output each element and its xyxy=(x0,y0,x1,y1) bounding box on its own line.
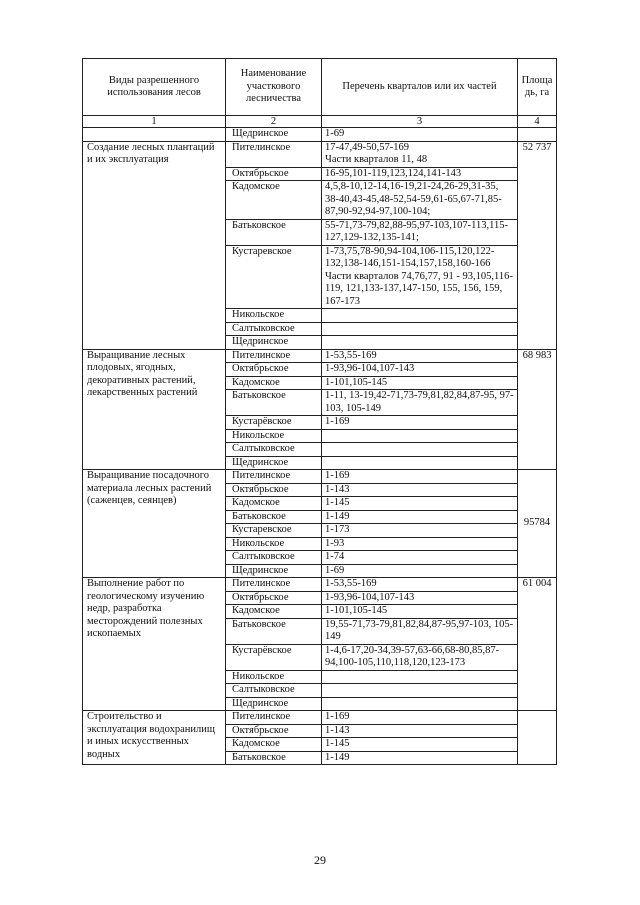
quarters-list xyxy=(322,510,518,524)
quarters-text: 1-143 xyxy=(325,724,350,736)
table-row xyxy=(83,711,557,725)
header-use-kind: Виды разрешенного использования лесов xyxy=(83,59,226,116)
forestry-name: Кустаревское xyxy=(226,524,322,538)
forestry-name: Пителинское xyxy=(226,470,322,484)
forestry-name: Никольское xyxy=(226,537,322,551)
quarters-text: 1-149 xyxy=(325,510,350,522)
area-cell-empty xyxy=(518,128,557,142)
page-number: 29 xyxy=(314,853,326,867)
quarters-text: 1-69 xyxy=(325,564,345,576)
forestry-name: Салтыковское xyxy=(226,322,322,336)
quarters-list xyxy=(322,390,518,416)
quarters-list xyxy=(322,605,518,619)
forestry-name: Батьковское xyxy=(226,390,322,416)
column-number-row xyxy=(83,116,557,128)
forestry-name: Батьковское xyxy=(226,219,322,245)
quarters-text: 1-4,6-17,20-34,39-57,63-66,68-80,85,87-94,100-105,110,118,120,123-173 xyxy=(325,644,500,668)
quarters-text: 1-169 xyxy=(325,416,350,427)
quarters-list xyxy=(322,551,518,565)
forestry-name: Батьковское xyxy=(226,751,322,765)
quarters-text: 1-74 xyxy=(325,551,345,562)
quarters-list xyxy=(322,429,518,443)
quarters-text: 1-145 xyxy=(325,738,350,749)
forestry-name: Пителинское xyxy=(226,349,322,363)
table-row xyxy=(83,470,557,484)
quarters-text: 1-93,96-104,107-143 xyxy=(325,591,415,603)
quarters-list xyxy=(322,416,518,430)
table-row xyxy=(83,349,557,363)
column-number: 3 xyxy=(322,116,518,128)
quarters-list xyxy=(322,751,518,765)
use-kind: Создание лесных плантаций и их эксплуатация xyxy=(83,141,226,349)
quarters-text: 1-169 xyxy=(325,711,350,722)
forestry-name: Щедринское xyxy=(226,128,322,142)
area-value: 61 004 xyxy=(518,578,557,711)
forest-use-table xyxy=(82,58,557,765)
quarters-list xyxy=(322,644,518,670)
quarters-text: 1-53,55-169 xyxy=(325,349,377,361)
area-value: 68 983 xyxy=(518,349,557,470)
header-area: Площадь, га xyxy=(518,59,557,116)
quarters-parts-text: Части кварталов 11, 48 xyxy=(325,154,428,165)
use-kind: Строительство и эксплуатация водохранилищ и иных искусственных водных xyxy=(83,711,226,765)
column-number: 2 xyxy=(226,116,322,128)
continuation-row xyxy=(83,128,557,142)
quarters-list xyxy=(322,322,518,336)
forestry-name: Кадомское xyxy=(226,738,322,752)
area-value: 52 737 xyxy=(518,141,557,349)
table-row xyxy=(83,578,557,592)
quarters-list xyxy=(322,456,518,470)
use-kind: Выращивание лесных плодовых, ягодных, декоративных растений, лекарственных растений xyxy=(83,349,226,470)
quarters-text: 1-11, 13-19,42-71,73-79,81,82,84,87-95, 97-103, 105-149 xyxy=(325,390,514,414)
forestry-name: Щедринское xyxy=(226,336,322,350)
forestry-name: Кустарёвское xyxy=(226,416,322,430)
forestry-name: Кадомское xyxy=(226,605,322,619)
column-number: 1 xyxy=(83,116,226,128)
quarters-text: 17-47,49-50,57-169 xyxy=(325,141,409,153)
quarters-list xyxy=(322,336,518,350)
forestry-name: Батьковское xyxy=(226,618,322,644)
quarters-list xyxy=(322,181,518,220)
forestry-name: Октябрьское xyxy=(226,483,322,497)
quarters-list xyxy=(322,376,518,390)
quarters-text: 1-145 xyxy=(325,497,350,508)
forestry-name: Кадомское xyxy=(226,181,322,220)
column-number: 4 xyxy=(518,116,557,128)
area-value xyxy=(518,711,557,765)
quarters-text: 16-95,101-119,123,124,141-143 xyxy=(325,167,462,179)
forestry-name: Кадомское xyxy=(226,497,322,511)
quarters-list xyxy=(322,578,518,592)
use-kind-cell-empty xyxy=(83,128,226,142)
use-kind: Выращивание посадочного материала лесных растений (саженцев, сеянцев) xyxy=(83,470,226,578)
forestry-name: Пителинское xyxy=(226,578,322,592)
quarters-list xyxy=(322,537,518,551)
quarters-list xyxy=(322,497,518,511)
forestry-name: Октябрьское xyxy=(226,167,322,181)
quarters-list xyxy=(322,443,518,457)
quarters-list xyxy=(322,349,518,363)
use-kind: Выполнение работ по геологическому изучению недр, разработка месторождений полезных ископаемых xyxy=(83,578,226,711)
quarters-list xyxy=(322,245,518,309)
quarters-list xyxy=(322,524,518,538)
quarters-text: 1-143 xyxy=(325,483,350,495)
forestry-name: Кустарёвское xyxy=(226,644,322,670)
quarters-list xyxy=(322,724,518,738)
quarters-list xyxy=(322,738,518,752)
forestry-name: Кадомское xyxy=(226,376,322,390)
quarters-text: 55-71,73-79,82,88-95,97-103,107-113,115-127,129-132,135-141; xyxy=(325,219,508,243)
quarters-text: 1-73,75,78-90,94-104,106-115,120,122-132,138-146,151-154,157,158,160-166 Части кварталов 74,76,77, 91 - 93,105,116-119, 121,133-137,147-150, 155, 156, 159, 167-173 xyxy=(325,245,513,307)
forestry-name: Октябрьское xyxy=(226,724,322,738)
quarters-list xyxy=(322,470,518,484)
forestry-name: Салтыковское xyxy=(226,551,322,565)
quarters-list xyxy=(322,363,518,377)
quarters-list xyxy=(322,618,518,644)
header-quarters-list: Перечень кварталов или их частей xyxy=(322,59,518,116)
forestry-name: Салтыковское xyxy=(226,443,322,457)
forestry-name: Пителинское xyxy=(226,141,322,167)
area-value: 95784 xyxy=(518,470,557,578)
quarters-list xyxy=(322,483,518,497)
quarters-text: 1-101,105-145 xyxy=(325,376,388,388)
quarters-text: 4,5,8-10,12-14,16-19,21-24,26-29,31-35, 38-40,43-45,48-52,54-59,61-65,67-71,85-87,90-92,94-97,100-104; xyxy=(325,181,502,217)
quarters-text: 1-173 xyxy=(325,524,350,535)
quarters-list xyxy=(322,564,518,578)
quarters-list xyxy=(322,591,518,605)
quarters-text: 1-93 xyxy=(325,537,345,549)
quarters-list xyxy=(322,167,518,181)
quarters-list xyxy=(322,309,518,323)
forestry-name: Никольское xyxy=(226,309,322,323)
quarters-text: 1-149 xyxy=(325,751,350,763)
table-row xyxy=(83,141,557,167)
document-table-container xyxy=(82,58,556,765)
header-forestry-name: Наименование участкового лесничества xyxy=(226,59,322,116)
forestry-name: Никольское xyxy=(226,429,322,443)
quarters-list: 1-69 xyxy=(322,128,518,142)
forestry-name: Пителинское xyxy=(226,711,322,725)
quarters-text: 19,55-71,73-79,81,82,84,87-95,97-103, 105-149 xyxy=(325,618,514,642)
quarters-list xyxy=(322,670,518,684)
forestry-name: Октябрьское xyxy=(226,363,322,377)
quarters-list xyxy=(322,697,518,711)
forestry-name: Щедринское xyxy=(226,456,322,470)
table-header-row xyxy=(83,59,557,116)
forestry-name: Батьковское xyxy=(226,510,322,524)
quarters-text: 1-53,55-169 xyxy=(325,578,377,589)
forestry-name: Октябрьское xyxy=(226,591,322,605)
quarters-text: 1-93,96-104,107-143 xyxy=(325,363,415,374)
quarters-text: 1-169 xyxy=(325,470,350,481)
quarters-list xyxy=(322,219,518,245)
quarters-list xyxy=(322,684,518,698)
quarters-text: 1-101,105-145 xyxy=(325,605,388,616)
quarters-list xyxy=(322,711,518,725)
forestry-name: Кустаревское xyxy=(226,245,322,309)
forestry-name: Щедринское xyxy=(226,564,322,578)
forestry-name: Никольское xyxy=(226,670,322,684)
forestry-name: Салтыковское xyxy=(226,684,322,698)
quarters-list xyxy=(322,141,518,167)
forestry-name: Щедринское xyxy=(226,697,322,711)
